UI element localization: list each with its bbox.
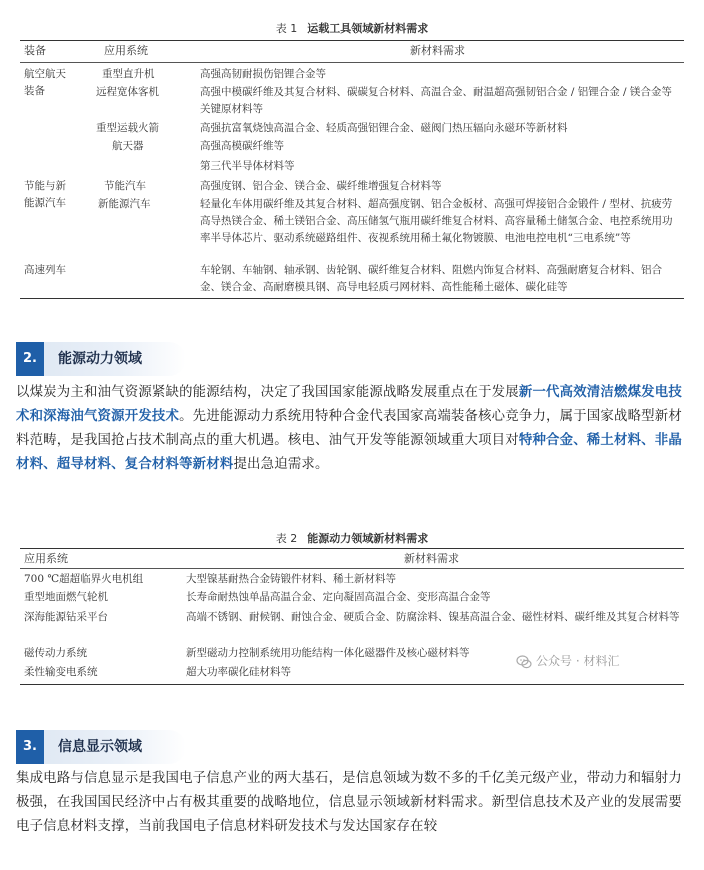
table2-row-system: 深海能源钻采平台 xyxy=(24,611,108,623)
paragraph-text: 。先进能源动力系统用特种合金代表国家高端装备核心竞争力，属于国家战略型新材料范畴，是我国抢占技术制高点的重大机遇。核电、油气开发等能源领域重大项目对 xyxy=(16,409,682,448)
table1-row-system: 新能源汽车 xyxy=(98,198,151,210)
table1-row-system: 远程宽体客机 xyxy=(96,86,159,98)
highlight-text: 特种合金、稀土材料、非晶材料、超导材料、复合材料等新材料 xyxy=(16,433,682,472)
table1-title: 运载工具领域新材料需求 xyxy=(307,22,429,35)
table2-row-need: 大型镍基耐热合金铸锻件材料、稀土新材料等 xyxy=(186,573,396,585)
section3-paragraph: 集成电路与信息显示是我国电子信息产业的两大基石，是信息领域为数不多的千亿美元级产业，带动力和辐射力极强，在我国国民经济中占有极其重要的战略地位，信息显示领域新材料需求。新型信息技术及产业的发展需要电子信息材料支撑，当前我国电子信息材料研发技术与发达国家存在较 xyxy=(16,771,682,834)
section2-title: 能源动力领域 xyxy=(58,351,142,367)
section2-heading xyxy=(16,342,186,376)
table1-row-need: 高强抗富氧烧蚀高温合金、轻质高强铝锂合金、磁阀门热压辐向永磁环等新材料 xyxy=(200,122,568,134)
table1-row-system: 航天器 xyxy=(112,140,144,152)
table2-row-system: 柔性输变电系统 xyxy=(24,666,98,678)
section3-title: 信息显示领域 xyxy=(58,739,142,755)
section2-number: 2. xyxy=(16,342,44,376)
table1-row-system: 节能汽车 xyxy=(104,180,146,192)
table1-row-need: 轻量化车体用碳纤维及其复合材料、超高强度钢、铝合金板材、高强可焊接铝合金锻件 / 型材、抗疲劳高导热镁合金、稀土镁铝合金、高压储氢气瓶用碳纤维复合材料、高容量稀土储氢合金、电控系统用功率半导体芯片、驱动系统磁路组件、夜视系统用稀土氟化物镀膜、电池电控电机“三电系统”等 xyxy=(200,198,673,244)
highlight-text: 新一代高效清洁燃煤发电技术和深海油气资源开发技术 xyxy=(16,385,682,424)
table1-header-system: 应用系统 xyxy=(104,44,148,57)
table1-header-rule xyxy=(20,62,684,63)
section2-paragraph xyxy=(16,381,692,477)
table2-row-need: 超大功率碳化硅材料等 xyxy=(186,666,291,678)
table2-header-system: 应用系统 xyxy=(24,552,68,565)
table1-row-equip: 高速列车 xyxy=(24,264,66,276)
table1-number: 表 1 xyxy=(275,22,298,35)
section3-heading xyxy=(16,730,186,764)
table2-caption xyxy=(0,530,704,546)
table1-header-equip: 装备 xyxy=(24,44,46,57)
table2-row-system: 磁传动力系统 xyxy=(24,647,87,659)
table2-header-rule xyxy=(20,568,684,569)
table1-row-equip: 节能与新能源汽车 xyxy=(24,180,66,209)
table1-row-need: 高强度钢、铝合金、镁合金、碳纤维增强复合材料等 xyxy=(200,180,442,192)
table2-row-need: 高端不锈钢、耐候钢、耐蚀合金、硬质合金、防腐涂料、镍基高温合金、磁性材料、碳纤维及其复合材料等 xyxy=(186,611,680,623)
table2-row-need: 长寿命耐热蚀单晶高温合金、定向凝固高温合金、变形高温合金等 xyxy=(186,591,491,603)
table1-caption xyxy=(0,20,704,36)
table2-header-need: 新材料需求 xyxy=(404,552,459,565)
wechat-icon xyxy=(516,654,532,670)
section3-number: 3. xyxy=(16,730,44,764)
table1-row-need: 高强高模碳纤维等 xyxy=(200,140,284,152)
table1-row-need: 车轮钢、车轴钢、轴承钢、齿轮钢、碳纤维复合材料、阻燃内饰复合材料、高强耐磨复合材料、铝合金、镁合金、高耐磨模具钢、高导电轻质弓网材料、高性能稀土磁体、碳化硅等 xyxy=(200,264,662,293)
table1-row-need: 高强高韧耐损伤铝锂合金等 xyxy=(200,68,326,80)
table2-row-need: 新型磁动力控制系统用功能结构一体化磁器件及核心磁材料等 xyxy=(186,647,470,659)
paragraph-text: 提出急迫需求。 xyxy=(233,457,329,472)
table1-bottom-rule xyxy=(20,298,684,299)
watermark-text: 公众号 · 材料汇 xyxy=(536,654,620,668)
table2-top-rule xyxy=(20,548,684,549)
paragraph-text: 以煤炭为主和油气资源紧缺的能源结构，决定了我国国家能源战略发展重点在于发展 xyxy=(16,385,519,400)
watermark xyxy=(516,652,619,670)
table1-row-system: 重型直升机 xyxy=(102,68,155,80)
table1-header-need: 新材料需求 xyxy=(410,44,465,57)
table2-row-system: 700 ℃超超临界火电机组 xyxy=(24,573,144,585)
table1-row-need: 第三代半导体材料等 xyxy=(200,160,295,172)
table2-title: 能源动力领域新材料需求 xyxy=(307,532,429,545)
table2-bottom-rule xyxy=(20,684,684,685)
table2-number: 表 2 xyxy=(275,532,298,545)
table1-row-system: 重型运载火箭 xyxy=(96,122,159,134)
table1-row-need: 高强中模碳纤维及其复合材料、碳碳复合材料、高温合金、耐温超高强韧铝合金 / 铝锂合金 / 镁合金等关键原材料等 xyxy=(200,86,672,115)
table1-row-equip: 航空航天装备 xyxy=(24,68,66,97)
table2-row-system: 重型地面燃气轮机 xyxy=(24,591,108,603)
